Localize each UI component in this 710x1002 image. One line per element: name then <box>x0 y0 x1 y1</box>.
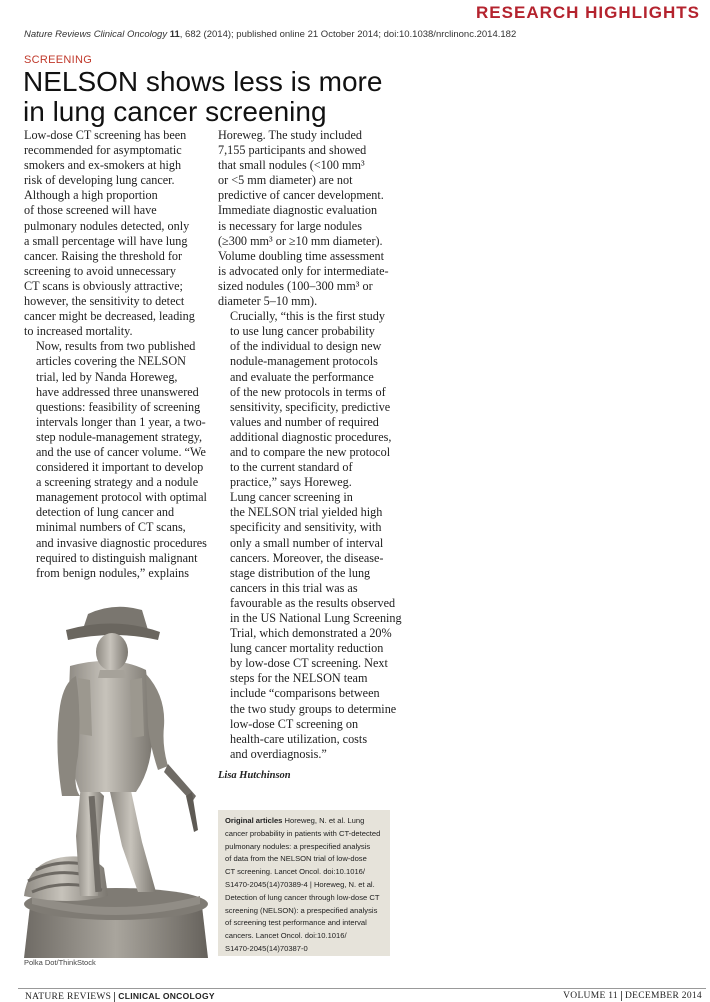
text-line: recommended for asymptomatic <box>24 143 182 158</box>
text-line: CT scans is obviously attractive; <box>24 278 183 293</box>
text-line: to the current standard of <box>230 460 353 475</box>
text-line: pulmonary nodules detected, only <box>24 218 190 233</box>
text-line: lung cancer mortality reduction <box>230 641 384 656</box>
text-line: cancer might be decreased, leading <box>24 309 195 324</box>
text-line: sized nodules (100–300 mm³ or <box>218 278 373 293</box>
footer-journal-prefix: NATURE REVIEWS <box>25 992 112 1002</box>
text-line: CT screening. Lancet Oncol. doi:10.1016/ <box>225 867 366 877</box>
text-line: Trial, which demonstrated a 20% <box>230 626 392 641</box>
text-line: of data from the NELSON trial of low-dose <box>225 854 367 864</box>
text-line: S1470-2045(14)70389-4 | Horeweg, N. et al. <box>225 879 375 889</box>
text-line: and evaluate the performance <box>230 369 374 384</box>
text-line: cancer probability in patients with CT-detected <box>225 828 381 838</box>
text-line: and the use of cancer volume. “We <box>36 444 206 459</box>
original-articles-box <box>218 810 390 956</box>
text-line: a screening strategy and a nodule <box>36 475 199 490</box>
article-column-2 <box>218 128 402 762</box>
text-line: Low-dose CT screening has been <box>24 128 187 142</box>
footer-separator <box>114 992 115 1002</box>
citation-journal: Nature Reviews Clinical Oncology <box>24 29 168 40</box>
text-line: of screening test performance and interval <box>225 918 367 928</box>
citation-volume: 11 <box>169 29 180 40</box>
text-line: practice,” says Horeweg. <box>230 475 352 490</box>
reference-lines <box>225 816 387 956</box>
text-line: pulmonary nodules: a prespecified analysis <box>225 841 371 851</box>
text-line: have addressed three unanswered <box>36 384 199 399</box>
journal-citation <box>24 29 516 40</box>
text-line: required to distinguish malignant <box>36 550 198 565</box>
text-line: 7,155 participants and showed <box>218 143 367 158</box>
text-line: screening to avoid unnecessary <box>24 263 176 278</box>
text-line: diameter 5–10 mm). <box>218 294 318 309</box>
text-line: health-care utilization, costs <box>230 731 368 746</box>
footer-date: DECEMBER 2014 <box>624 991 702 1002</box>
text-line: Detection of lung cancer through low-dose CT <box>225 892 380 902</box>
text-line: low-dose CT screening on <box>230 716 359 731</box>
photo-credit: Polka Dot/ThinkStock <box>24 958 96 967</box>
text-line: values and number of required <box>230 414 379 429</box>
article-column-1 <box>24 128 207 581</box>
text-line: minimal numbers of CT scans, <box>36 520 186 535</box>
text-line: sensitivity, specificity, predictive <box>230 399 391 414</box>
author-byline: Lisa Hutchinson <box>218 770 291 781</box>
text-line: is necessary for large nodules <box>218 218 362 233</box>
text-line: and invasive diagnostic procedures <box>36 535 207 550</box>
text-line: of the new protocols in terms of <box>230 384 386 399</box>
text-line: include “comparisons between <box>230 686 380 701</box>
text-line: screening (NELSON): a prespecified analysis <box>225 905 378 915</box>
section-label: RESEARCH HIGHLIGHTS <box>476 3 700 22</box>
footer-divider <box>18 988 706 989</box>
paragraph-1 <box>24 128 204 339</box>
text-line: to use lung cancer probability <box>230 324 375 339</box>
footer-volume: VOLUME 11 <box>563 991 618 1002</box>
text-line: Horeweg, N. et al. Lung <box>282 816 365 825</box>
footer-journal <box>25 991 215 1002</box>
text-line: Immediate diagnostic evaluation <box>218 203 378 218</box>
text-line: cancer. Raising the threshold for <box>24 248 183 263</box>
citation-details: , 682 (2014); published online 21 October 2014; doi:10.1038/nrclinonc.2014.182 <box>179 29 517 40</box>
text-line: articles covering the NELSON <box>36 354 186 369</box>
footer-journal-name: CLINICAL ONCOLOGY <box>118 991 215 1001</box>
text-line: step nodule-management strategy, <box>36 429 203 444</box>
text-line: that small nodules (<100 mm³ <box>218 158 365 173</box>
text-line: by low-dose CT screening. Next <box>230 656 388 671</box>
text-line: cancers in this trial was as <box>230 580 358 595</box>
text-line: stage distribution of the lung <box>230 565 371 580</box>
footer-issue <box>563 991 702 1001</box>
text-line: Volume doubling time assessment <box>218 248 384 263</box>
text-line: favourable as the results observed <box>230 595 396 610</box>
paragraph-2 <box>24 339 207 581</box>
text-line: Although a high proportion <box>24 188 158 203</box>
text-line: cancers. Moreover, the disease- <box>230 550 384 565</box>
text-line: S1470-2045(14)70387-0 <box>225 943 308 953</box>
text-line: and to compare the new protocol <box>230 444 391 459</box>
text-line: additional diagnostic procedures, <box>230 429 392 444</box>
text-line: nodule-management protocols <box>230 354 378 369</box>
text-line: of the individual to design new <box>230 339 382 354</box>
text-line: considered it important to develop <box>36 460 204 475</box>
text-line: management protocol with optimal <box>36 490 207 505</box>
text-line: questions: feasibility of screening <box>36 399 201 414</box>
text-line: in the US National Lung Screening <box>230 611 402 625</box>
text-line: from benign nodules,” explains <box>36 565 189 580</box>
nelson-statue-photo <box>18 596 214 958</box>
text-line: the two study groups to determine <box>230 701 397 716</box>
text-line: predictive of cancer development. <box>218 188 384 203</box>
text-line: Now, results from two published <box>36 339 196 354</box>
text-line: trial, led by Nanda Horeweg, <box>36 369 178 384</box>
paragraph-3 <box>218 128 398 309</box>
text-line: and overdiagnosis.” <box>230 746 327 761</box>
text-line: is advocated only for intermediate- <box>218 263 389 278</box>
text-line: only a small number of interval <box>230 535 384 550</box>
text-line: risk of developing lung cancer. <box>24 173 175 188</box>
text-line: Horeweg. The study included <box>218 128 362 142</box>
text-line: specificity and sensitivity, with <box>230 520 382 535</box>
text-line: or <5 mm diameter) are not <box>218 173 353 188</box>
text-line: the NELSON trial yielded high <box>230 505 383 520</box>
text-line: intervals longer than 1 year, a two- <box>36 414 206 429</box>
text-line: (≥300 mm³ or ≥10 mm diameter). <box>218 233 383 248</box>
reference-heading: Original articles <box>225 816 283 825</box>
text-line: smokers and ex-smokers at high <box>24 158 182 173</box>
reference-text <box>225 815 387 956</box>
text-line: steps for the NELSON team <box>230 671 368 686</box>
text-line: a small percentage will have lung <box>24 233 188 248</box>
article-category: SCREENING <box>24 54 93 66</box>
paragraph-4 <box>218 309 398 490</box>
footer-separator <box>621 991 622 1001</box>
text-line: Lung cancer screening in <box>230 490 353 505</box>
text-line: of those screened will have <box>24 203 157 218</box>
text-line: Crucially, “this is the first study <box>230 309 385 324</box>
text-line: to increased mortality. <box>24 324 133 339</box>
paragraph-5 <box>218 490 402 762</box>
article-title: NELSON shows less is more in lung cancer screening <box>23 66 383 127</box>
text-line: however, the sensitivity to detect <box>24 294 185 309</box>
text-line: detection of lung cancer and <box>36 505 175 520</box>
text-line: cancers. Lancet Oncol. doi:10.1016/ <box>225 931 347 941</box>
